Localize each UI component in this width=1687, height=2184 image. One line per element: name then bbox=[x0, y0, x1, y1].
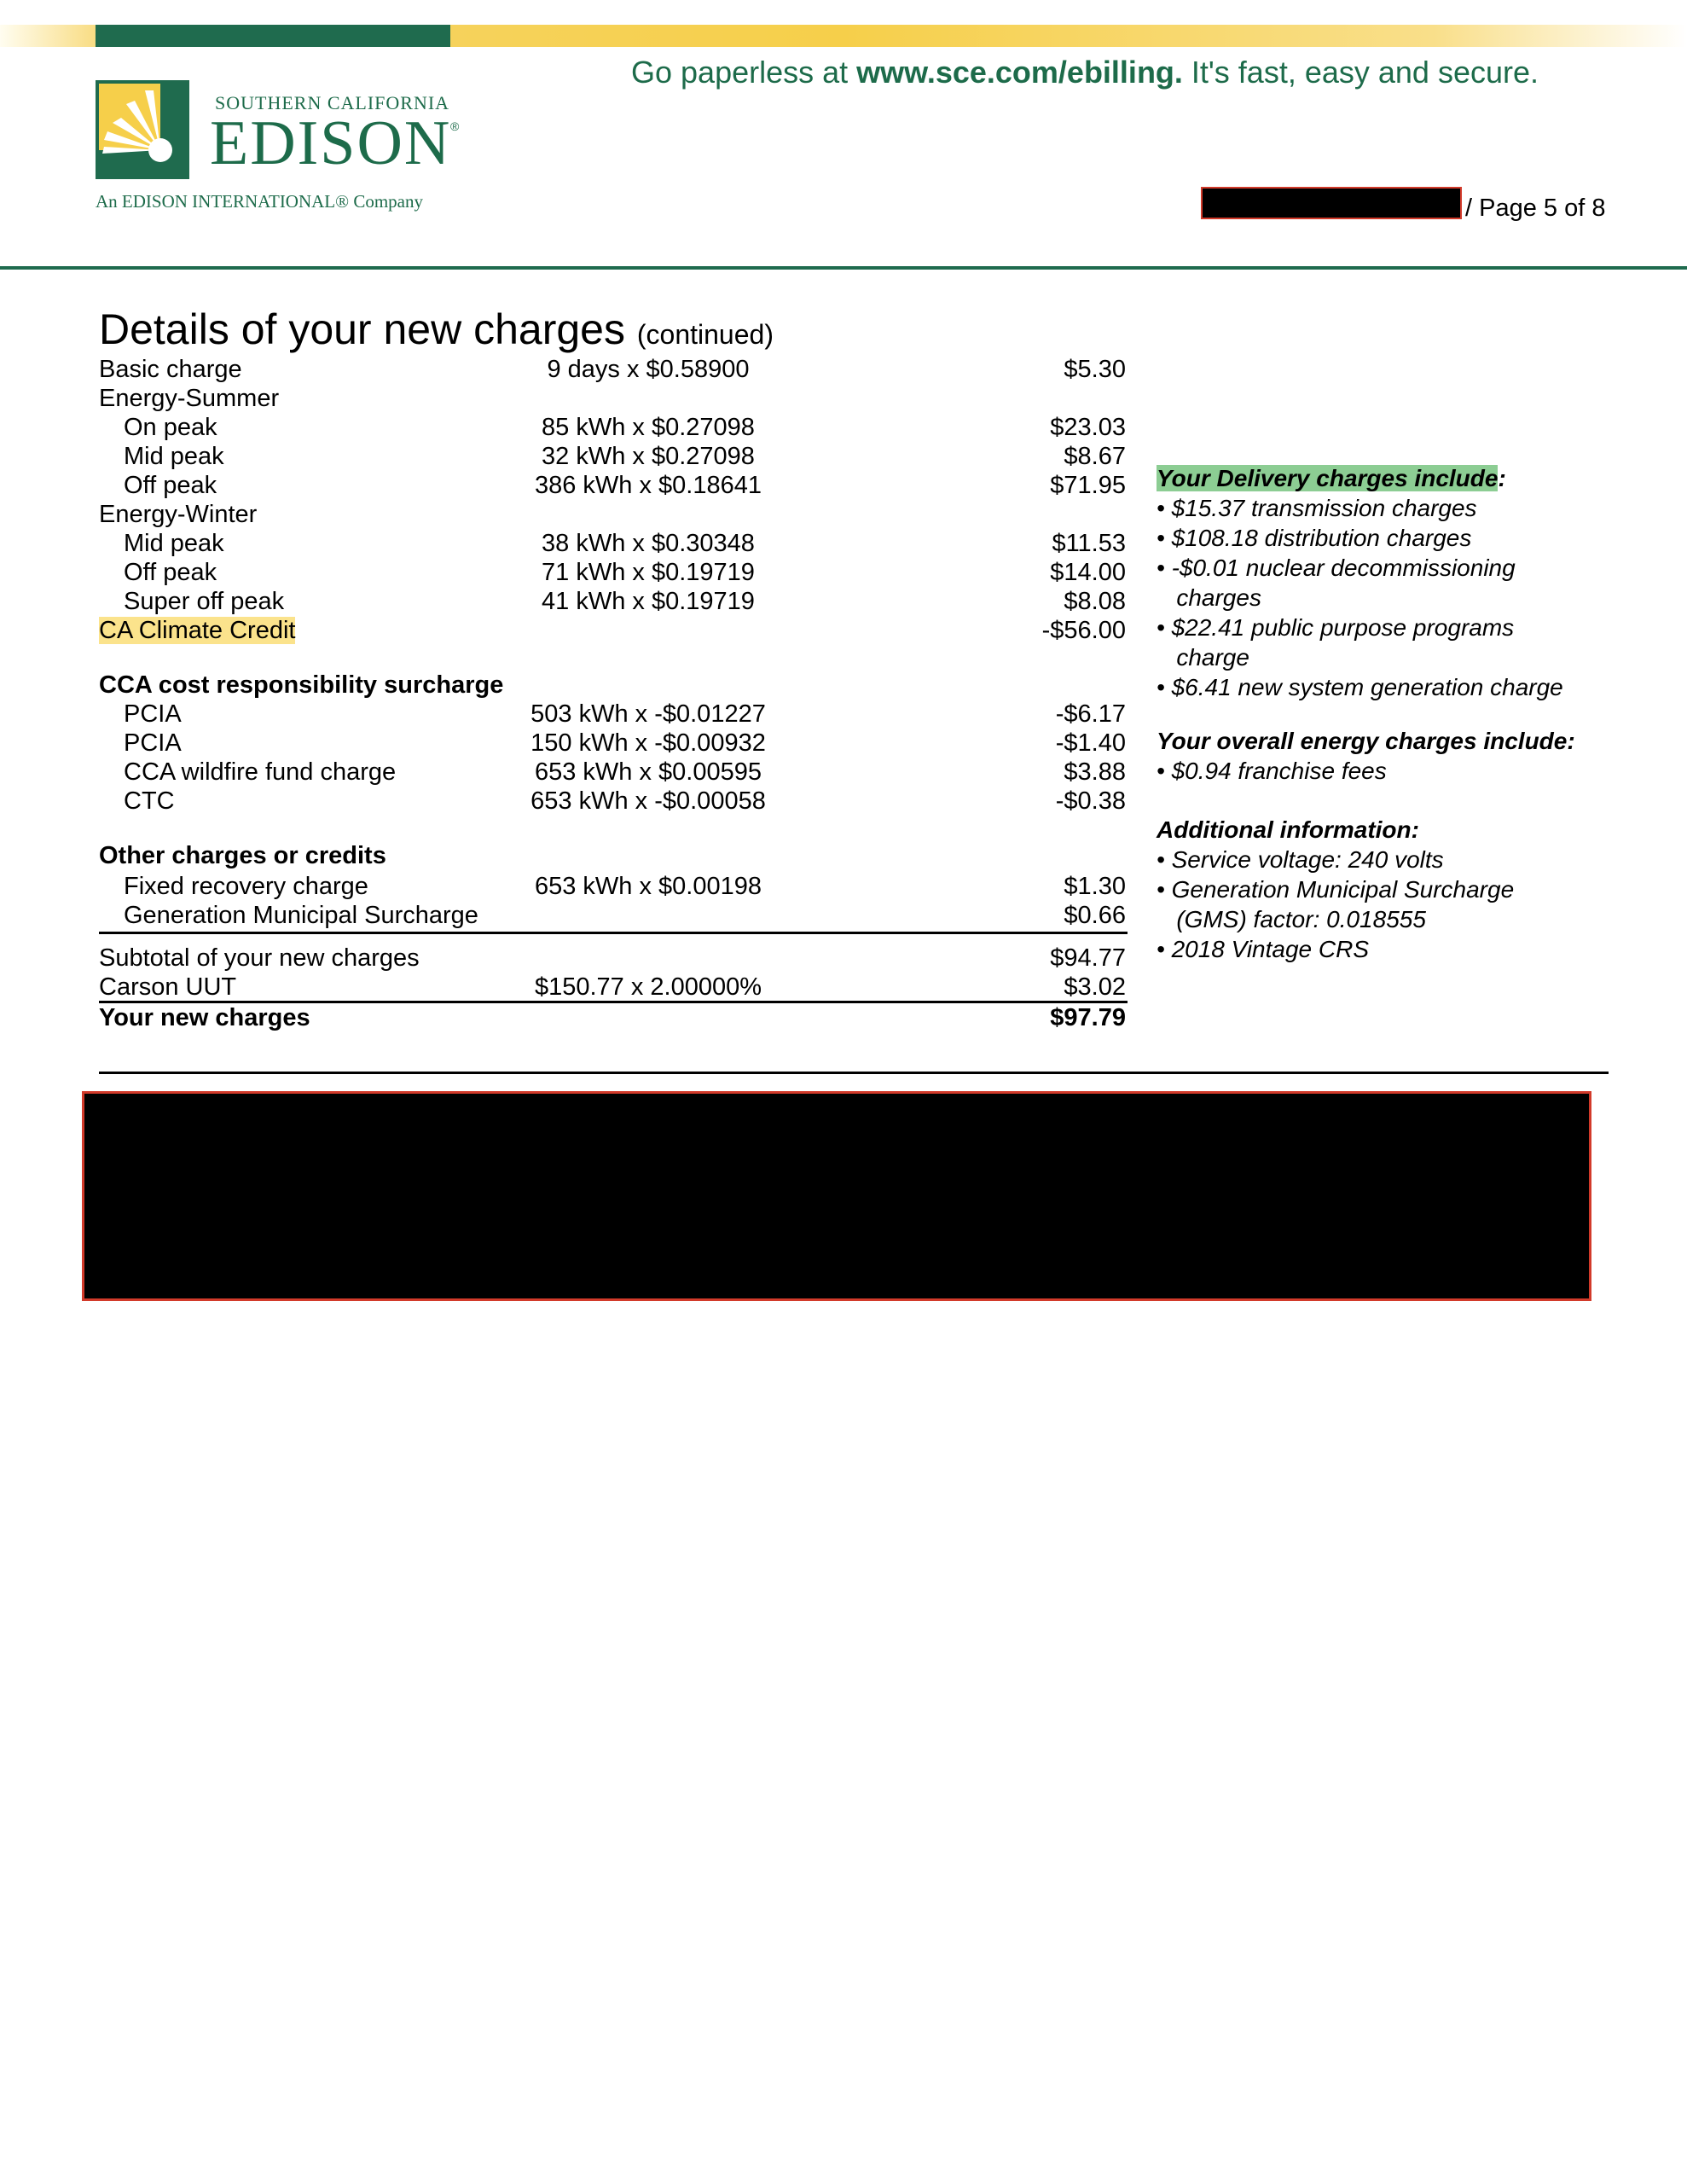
charge-label: Energy-Summer bbox=[99, 385, 280, 412]
total-amount: $97.79 bbox=[1050, 1004, 1126, 1031]
charge-label: PCIA bbox=[124, 700, 182, 728]
charge-label: Energy-Winter bbox=[99, 501, 258, 528]
subtotal-label: Subtotal of your new charges bbox=[99, 944, 420, 972]
charge-quantity: 150 kWh x -$0.00932 bbox=[530, 729, 766, 757]
brand-name: EDISON bbox=[210, 108, 452, 178]
charge-label: CCA wildfire fund charge bbox=[124, 758, 397, 786]
charge-label: On peak bbox=[124, 414, 217, 441]
uut-amount: $3.02 bbox=[1064, 973, 1126, 1001]
redacted-block bbox=[82, 1091, 1591, 1301]
redacted-account-number bbox=[1201, 187, 1462, 219]
additional-item: • 2018 Vintage CRS bbox=[1157, 936, 1370, 962]
delivery-item: • $15.37 transmission charges bbox=[1157, 495, 1477, 521]
page-number: / Page 5 of 8 bbox=[1465, 195, 1606, 222]
charge-amount: $14.00 bbox=[1050, 559, 1126, 586]
charge-label: PCIA bbox=[124, 729, 182, 757]
additional-info-heading: Additional information: bbox=[1157, 816, 1419, 843]
charge-amount: $23.03 bbox=[1050, 414, 1126, 441]
charge-label: Off peak bbox=[124, 559, 217, 586]
edison-sun-logo-icon bbox=[96, 80, 189, 179]
subtotal-divider bbox=[99, 932, 1128, 934]
charge-label: Super off peak bbox=[124, 588, 285, 615]
header-divider bbox=[0, 266, 1687, 270]
charge-quantity: 71 kWh x $0.19719 bbox=[542, 559, 755, 586]
uut-quantity: $150.77 x 2.00000% bbox=[534, 973, 762, 1001]
charge-label: Generation Municipal Surcharge bbox=[124, 902, 478, 929]
charge-label: Mid peak bbox=[124, 443, 224, 470]
charge-label: Fixed recovery charge bbox=[124, 873, 368, 900]
brand-subtitle: SOUTHERN CALIFORNIA bbox=[215, 92, 450, 113]
charge-amount: $11.53 bbox=[1052, 530, 1126, 557]
additional-item: • Service voltage: 240 volts bbox=[1157, 846, 1444, 873]
ebilling-tagline: Go paperless at www.sce.com/ebilling. It's fast, easy and secure. bbox=[631, 55, 1539, 90]
charge-amount: $5.30 bbox=[1064, 356, 1126, 383]
charge-amount: $3.88 bbox=[1064, 758, 1126, 786]
charge-quantity: 653 kWh x $0.00198 bbox=[534, 873, 762, 900]
charge-quantity: 32 kWh x $0.27098 bbox=[542, 443, 755, 470]
charge-quantity: 41 kWh x $0.19719 bbox=[542, 588, 755, 615]
total-label: Your new charges bbox=[99, 1004, 310, 1031]
charge-quantity: 653 kWh x -$0.00058 bbox=[530, 787, 766, 815]
charge-label: Off peak bbox=[124, 472, 217, 499]
delivery-item: charge bbox=[1157, 644, 1249, 671]
section-divider bbox=[99, 1072, 1609, 1074]
cca-section-heading: CCA cost responsibility surcharge bbox=[99, 671, 504, 699]
charge-amount: $8.67 bbox=[1064, 443, 1126, 470]
other-charges-heading: Other charges or credits bbox=[99, 842, 386, 869]
delivery-charges-heading: Your Delivery charges include: bbox=[1157, 465, 1506, 491]
charge-amount: -$6.17 bbox=[1055, 700, 1126, 728]
charge-amount: $1.30 bbox=[1064, 873, 1126, 900]
charge-quantity: 38 kWh x $0.30348 bbox=[542, 530, 755, 557]
charge-quantity: 386 kWh x $0.18641 bbox=[534, 472, 762, 499]
brand-registered-mark: ® bbox=[450, 119, 460, 133]
charge-amount: $8.08 bbox=[1064, 588, 1126, 615]
header-green-band bbox=[96, 25, 450, 47]
charge-amount: $0.66 bbox=[1064, 902, 1126, 929]
delivery-item: charges bbox=[1157, 584, 1261, 611]
charge-amount: $71.95 bbox=[1050, 472, 1126, 499]
additional-item: (GMS) factor: 0.018555 bbox=[1157, 906, 1426, 932]
charge-quantity: 653 kWh x $0.00595 bbox=[534, 758, 762, 786]
charge-amount: -$1.40 bbox=[1055, 729, 1126, 757]
page-title: Details of your new charges (continued) bbox=[99, 305, 774, 353]
charge-label: Basic charge bbox=[99, 356, 242, 383]
delivery-item: • -$0.01 nuclear decommissioning bbox=[1157, 555, 1516, 581]
climate-credit-amount: -$56.00 bbox=[1041, 617, 1126, 644]
charge-label: CTC bbox=[124, 787, 175, 815]
subtotal-amount: $94.77 bbox=[1050, 944, 1126, 972]
charge-quantity: 503 kWh x -$0.01227 bbox=[530, 700, 766, 728]
overall-charges-heading: Your overall energy charges include: bbox=[1157, 728, 1575, 754]
delivery-item: • $6.41 new system generation charge bbox=[1157, 674, 1563, 700]
overall-item: • $0.94 franchise fees bbox=[1157, 758, 1387, 784]
uut-label: Carson UUT bbox=[99, 973, 237, 1001]
charge-amount: -$0.38 bbox=[1055, 787, 1126, 815]
climate-credit-label: CA Climate Credit bbox=[99, 617, 296, 644]
charge-quantity: 85 kWh x $0.27098 bbox=[542, 414, 755, 441]
charge-quantity: 9 days x $0.58900 bbox=[547, 356, 750, 383]
delivery-item: • $22.41 public purpose programs bbox=[1157, 614, 1515, 641]
brand-parent-company: An EDISON INTERNATIONAL® Company bbox=[96, 191, 423, 212]
delivery-item: • $108.18 distribution charges bbox=[1157, 525, 1472, 551]
charge-label: Mid peak bbox=[124, 530, 224, 557]
ebilling-link[interactable]: www.sce.com/ebilling. bbox=[856, 55, 1183, 90]
additional-item: • Generation Municipal Surcharge bbox=[1157, 876, 1515, 903]
